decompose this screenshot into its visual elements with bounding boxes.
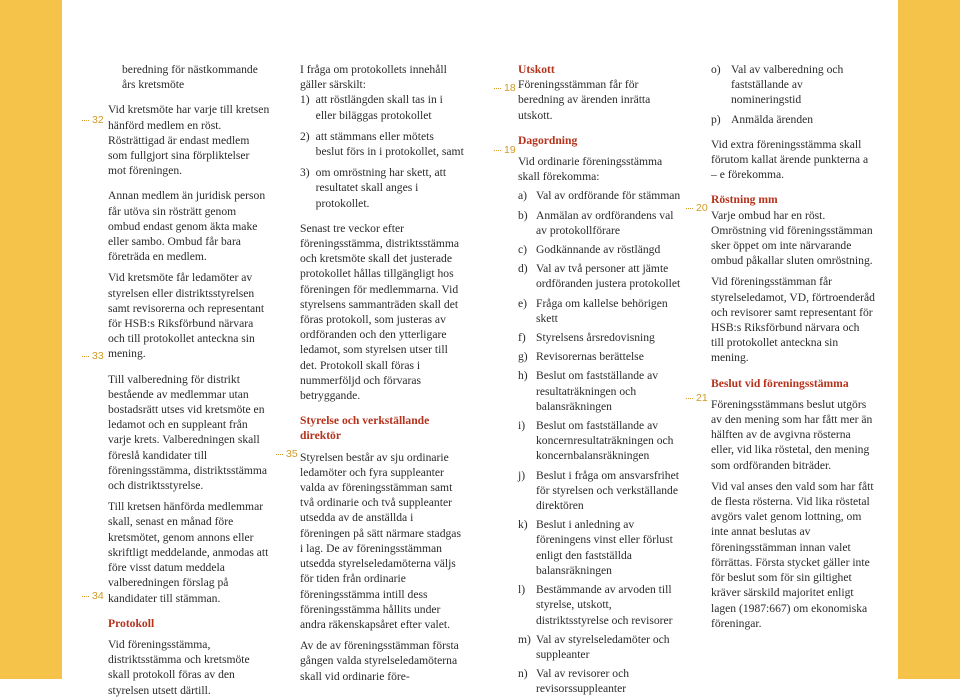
- paragraph: Vid val anses den vald som har fått de flesta rösterna. Vid lika röstetal avgörs valet genom lottning, om inte annat beslutas av föreningsstämman innan valet förrättas. Första stycket gäller inte för beslut som för sin giltighet kräver särskild majoritet enligt lagen (1987:667) om ekonomiska föreningar.: [711, 479, 874, 630]
- section-number-18: 18: [494, 82, 516, 94]
- left-color-band: [0, 0, 62, 679]
- list-item: h) Beslut om fastställande av resultaträkningen och balansräkningen: [518, 369, 659, 413]
- section-number-21: 21: [686, 392, 708, 404]
- paragraph: Vid extra föreningsstämma skall förutom kallat ärende punkterna a – e förekomma.: [711, 137, 869, 182]
- list-item: f) Styrelsens årsredovisning: [518, 331, 655, 345]
- list-item: g) Revisorernas berättelse: [518, 350, 644, 364]
- paragraph: Föreningsstämman får för beredning av ärenden inrätta utskott.: [518, 78, 651, 122]
- paragraph: Vid ordinarie föreningsstämma skall förekomma:: [518, 155, 663, 184]
- paragraph: beredning för nästkommande års kretsmöte: [122, 63, 258, 92]
- paragraph: Vid kretsmöte har varje till kretsen hänförd medlem en röst. Rösträttigad är endast medlem som fullgjort sina förpliktelser mot föreningen.: [108, 103, 270, 178]
- paragraph: I fråga om protokollets innehåll gäller särskilt:: [300, 63, 447, 92]
- section-number-35: 35: [276, 448, 298, 460]
- list-item: a) Val av ordförande för stämman: [518, 189, 681, 203]
- column-3: [518, 62, 684, 697]
- list-item: k) Beslut i anledning av föreningens vinst eller förlust enligt den fastställda balansräkningen: [518, 518, 673, 577]
- column-1: [108, 62, 270, 698]
- section-heading: Dagordning: [518, 133, 578, 147]
- section-number-19: 19: [494, 144, 516, 156]
- paragraph: Varje ombud har en röst. Omröstning vid föreningsstämman sker öppet om inte närvarande ombud påkallar sluten omröstning.: [711, 208, 873, 268]
- paragraph: Vid föreningsstämman får styrelseledamot, VD, förtroenderåd och revisorer samt representant för HSB:s Riksförbund närvara och till protokollet anteckna sin mening.: [711, 275, 875, 365]
- paragraph: Till kretsen hänförda medlemmar skall, senast en månad före kretsmötet, genom annons eller skriftligt meddelande, anmodas att före visst datum meddela valberedningen förslag på kandidater till stämman.: [108, 500, 269, 605]
- section-number-20: 20: [686, 202, 708, 214]
- section-number-33: 33: [82, 350, 104, 362]
- section-heading: Utskott: [518, 63, 555, 76]
- list-item: l) Bestämmande av arvoden till styrelse, utskott, distriktsstyrelse och revisorer: [518, 583, 673, 627]
- list-item: e) Fråga om kallelse behörigen skett: [518, 296, 668, 325]
- paragraph: Till valberedning för distrikt bestående av medlemmar utan bostadsrätt utses vid kretsmöte en ledamot och en suppleant från varje krets. Valberedningen skall föreslå kandidater till föreningsstämma, distriktsstämma och distriktsstyrelse.: [108, 372, 268, 493]
- list-item: n) Val av revisorer och revisorssuppleanter: [518, 667, 630, 696]
- paragraph: Annan medlem än juridisk person får utöva sin rösträtt genom ombud endast genom äkta make eller sambo. Ombud får bara företräda en medlem.: [108, 189, 266, 264]
- list-item: j) Beslut i fråga om ansvarsfrihet för styrelsen och verkställande direktören: [518, 468, 679, 513]
- list-item: 2) att stämmans eller mötets beslut förs in i protokollet, samt: [300, 129, 464, 159]
- paragraph: Av de av föreningsstämman första gången valda styrelseledamöterna skall vid ordinarie före-: [300, 639, 459, 683]
- section-number-32: 32: [82, 114, 104, 126]
- paragraph: Vid föreningsstämma, distriktsstämma och kretsmöte skall protokoll föras av den styrelsen utsett därtill.: [108, 637, 250, 697]
- column-2: [300, 62, 464, 684]
- paragraph: Vid kretsmöte får ledamöter av styrelsen eller distriktsstyrelsen samt revisorerna och representant för HSB:s Riksförbund närvara och till protokollet anteckna sin mening.: [108, 271, 265, 361]
- list-item: i) Beslut om fastställande av koncernresultaträkningen och koncernbalansräkningen: [518, 419, 674, 463]
- list-item: b) Anmälan av ordförandens val av protokollförare: [518, 208, 674, 237]
- list-item: c) Godkännande av röstlängd: [518, 243, 661, 257]
- list-item: d) Val av två personer att jämte ordföranden justera protokollet: [518, 262, 681, 291]
- list-item: 3) om omröstning har skett, att resultatet skall anges i protokollet.: [300, 166, 447, 210]
- list-item: o) Val av valberedning och fastställande av nomineringstid: [711, 63, 844, 107]
- section-heading: Röstning mm: [711, 193, 778, 207]
- paragraph: Föreningsstämmans beslut utgörs av den mening som har fått mer än hälften av de avgivna rösterna eller, vid lika röstetal, den mening som ordföranden biträder.: [711, 397, 873, 472]
- section-heading: Styrelse och verkställande direktör: [300, 414, 430, 443]
- section-heading: Beslut vid föreningsstämma: [711, 376, 849, 390]
- paragraph: Senast tre veckor efter föreningsstämma, distriktsstämma och kretsmöte skall det justerade protokollet hållas tillgängligt hos föreningen för medlemmarna. Vid styrelsens sammanträden skall det föras protokoll, som justeras av ordföranden och den ytterligare ledamot, som styrelsen utser till det. Protokoll skall föras i nummerföljd och förvaras betryggande.: [300, 221, 460, 403]
- paragraph: Styrelsen består av sju ordinarie ledamöter och fyra suppleanter valda av föreningsstämman samt två ordinarie och två suppleanter utsedda av de anställda i föreningen på sätt närmare stadgas i lag. De av föreningsstämman utsedda styrelseledamöterna väljs för tiden från ordinarie föreningsstämma intill dess föreningsstämma hållits under andra räkenskapsåret efter valet.: [300, 450, 461, 631]
- right-color-band: [898, 0, 960, 679]
- list-item: 1) att röstlängden skall tas in i eller biläggas protokollet: [300, 93, 443, 122]
- list-item: m) Val av styrelseledamöter och suppleanter: [518, 632, 670, 661]
- column-4: [711, 62, 875, 631]
- list-item: p) Anmälda ärenden: [711, 112, 814, 126]
- section-heading: Protokoll: [108, 616, 155, 630]
- section-number-34: 34: [82, 590, 104, 602]
